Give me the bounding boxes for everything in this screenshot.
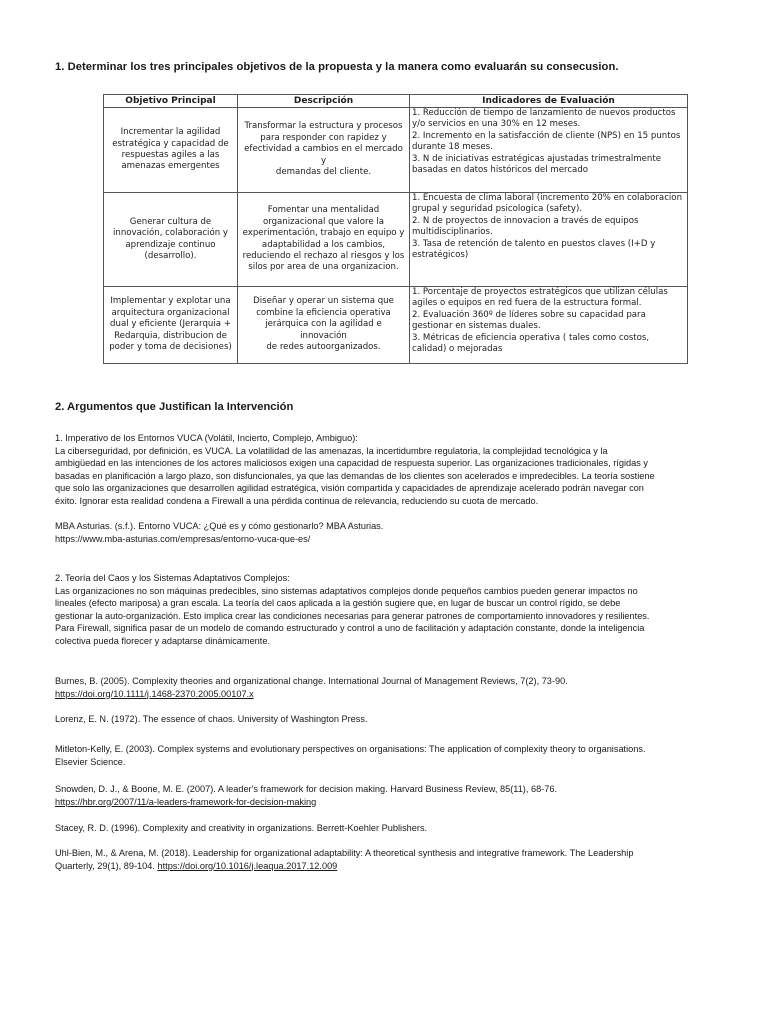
objectives-table [103,94,688,364]
table-header-row [104,95,688,108]
description-line: Diseñar y operar un sistema que [253,296,394,307]
description-cell [238,193,410,287]
argument-chaos-theory [55,572,735,648]
paragraph-line: Las organizaciones no son máquinas predecibles, sino sistemas adaptativos complejos donde pequeños cambios pueden generar impactos no [55,585,638,596]
indicator-line: 2. Evaluación 360º de líderes sobre su capacidad para [412,309,646,320]
reference-uhl-bien [55,847,735,872]
description-line: Transformar la estructura y procesos [244,121,403,132]
description-line: para responder con rapidez y [260,132,387,143]
description-line: organizacional que valore la [262,216,385,227]
objective-line: aprendizaje continuo [125,239,216,250]
indicator-line: 3. Tasa de retención de talento en puestos claves (I+D y [412,238,656,249]
paragraph-line: Para Firewall, significa pasar de un modelo de comando estructurado y control a uno de facilitación y adaptación constante, donde la inteligencia [55,623,645,634]
paragraph-line: éxito. Ignorar esta realidad condena a Firewall a una pérdida continua de relevancia, reduciendo su cuota de mercado. [55,495,539,506]
indicators-cell [410,287,688,364]
indicator-line: basadas en datos históricos del mercado [412,165,589,176]
indicator-line: calidad) o mejoradas [412,344,503,355]
description-line: silos por area de una organizacion. [248,262,399,273]
reference-line: Elsevier Science. [55,756,126,767]
objective-line: Redarquia, distribucion de [114,330,227,341]
reference-line: Mitleton-Kelly, E. (2003). Complex systems and evolutionary perspectives on organisations: The application of complexity theory to organisations. [55,744,646,754]
section-heading-objectives: 1. Determinar los tres principales objetivos de la propuesta y la manera como evaluarán su consecusion. [55,61,619,73]
indicators-cell [410,193,688,287]
indicator-line: y/o servicios en una 30% en 12 meses. [412,119,581,130]
description-line: reduciendo el rechazo al riesgos y los [242,250,405,261]
description-line: efectividad a cambios en el mercado y [244,144,403,166]
reference-lorenz [55,713,735,726]
paragraph-line: 1. Imperativo de los Entornos VUCA (Volátil, Incierto, Complejo, Ambiguo): [55,433,358,443]
table-row [104,193,688,287]
objective-line: Implementar y explotar una [110,296,231,307]
paragraph-line: lineales (efecto mariposa) a gran escala. La teoría del caos aplicada a la gestión sugiere que, en lugar de buscar un control rígido, se debe [55,598,621,609]
description-cell [238,108,410,193]
indicator-line: 1. Encuesta de clima laboral (incremento 20% en colaboracion [412,193,683,203]
paragraph-line: La ciberseguridad, por definición, es VUCA. La volatilidad de las amenazas, la incertidumbre regulatoria, la complejidad tecnológica y la [55,445,608,456]
reference-stacey [55,822,735,835]
indicator-line: multidisciplinarios. [412,227,493,238]
description-line: de redes autoorganizados. [266,342,381,353]
indicator-line: gestionar en sistemas duales. [412,321,541,332]
description-line: experimentación, trabajo en equipo y [242,228,405,239]
indicator-line: agiles o equipos en red fuera de la estructura formal. [412,298,642,309]
reference-mba-asturias [55,520,735,545]
indicator-line: 2. Incremento en la satisfacción de cliente (NPS) en 15 puntos [412,130,681,141]
reference-snowden [55,783,735,808]
objective-cell [104,193,238,287]
objective-line: respuestas agiles a las [121,150,220,160]
description-line: demandas del cliente. [275,167,372,178]
indicator-line: 1. Porcentaje de proyectos estratégicos que utilizan células [412,287,668,297]
description-line: Fomentar una mentalidad [267,205,380,216]
reference-line: Uhl-Bien, M., & Arena, M. (2018). Leadership for organizational adaptability: A theoretical synthesis and integrative framework. The Leadership [55,848,634,858]
header-objective: Objetivo Principal [104,95,238,108]
reference-line: Stacey, R. D. (1996). Complexity and creativity in organizations. Berrett-Koehler Publishers. [55,823,428,833]
objective-line: Incrementar la agilidad [120,127,221,138]
doi-link[interactable]: https://doi.org/10.1111/j.1468-2370.2005.00107.x [55,688,254,699]
paragraph-line: que solo las organizaciones que desarrollen agilidad estratégica, visión compartida y capacidades de aprendizaje acelerado podrán navegar con [55,483,644,494]
indicator-line: 3. Métricas de eficiencia operativa ( tales como costos, [412,332,650,343]
reference-line: Snowden, D. J., & Boone, M. E. (2007). A leader's framework for decision making. Harvard Business Review, 85(11), 68-76. [55,784,558,794]
argument-vuca [55,432,735,508]
header-indicators: Indicadores de Evaluación [410,95,688,108]
paragraph-line: gestionar la auto-organización. Esto implica crear las condiciones necesarias para generar patrones de comportamiento innovadores y resilientes. [55,610,650,621]
reference-url: https://www.mba-asturias.com/empresas/entorno-vuca-que-es/ [55,533,311,544]
objective-line: estratégica y capacidad de [112,138,229,149]
paragraph-line: basadas en planificación a largo plazo, son disfuncionales, ya que las demandas de los clientes son acelerados e impredecibles. La teoría sostiene [55,470,655,481]
hbr-link[interactable]: https://hbr.org/2007/11/a-leaders-framework-for-decision-making [55,796,317,807]
objective-line: poder y toma de decisiones) [109,342,232,353]
objective-line: innovación, colaboración y [113,228,228,239]
doi-link[interactable]: https://doi.org/10.1016/j.leaqua.2017.12.009 [157,860,338,871]
objective-line: amenazas emergentes [121,161,220,172]
paragraph-line: ambigüedad en las intenciones de los actores maliciosos exigen una capacidad de respuesta superior. Las organizaciones tradicionales, rígidas y [55,458,648,469]
reference-line: Lorenz, E. N. (1972). The essence of chaos. University of Washington Press. [55,714,368,724]
indicator-line: estratégicos) [412,250,469,261]
reference-line: MBA Asturias. (s.f.). Entorno VUCA: ¿Qué es y cómo gestionarlo? MBA Asturias. [55,521,384,531]
indicators-cell [410,108,688,193]
description-line: jerárquica con la agilidad e innovación [265,319,382,341]
objective-line: Generar cultura de [129,216,212,227]
indicator-line: grupal y seguridad psicologica (safety). [412,204,583,215]
reference-line: Quarterly, 29(1), 89-104. [55,860,158,871]
description-cell [238,287,410,364]
objective-line: (desarrollo). [144,250,197,261]
indicator-line: 2. N de proyectos de innovacion a través de equipos [412,215,639,226]
header-description: Descripción [238,95,410,108]
indicator-line: 3. N de iniciativas estratégicas ajustadas trimestralmente [412,153,662,164]
reference-mitleton-kelly [55,743,735,768]
reference-line: Burnes, B. (2005). Complexity theories and organizational change. International Journal of Management Reviews, 7(2), 73-90. [55,676,568,686]
objective-cell [104,108,238,193]
table-row [104,108,688,193]
section-heading-arguments: 2. Argumentos que Justifican la Intervención [55,401,294,413]
indicator-line: 1. Reducción de tiempo de lanzamiento de nuevos productos [412,108,676,118]
objective-cell [104,287,238,364]
reference-burnes [55,675,735,700]
table-row [104,287,688,364]
paragraph-line: colectiva pueda florecer y adaptarse dinámicamente. [55,635,271,646]
description-line: adaptabilidad a los cambios, [261,239,386,250]
objective-line: arquitectura organizacional [111,307,230,318]
paragraph-line: 2. Teoría del Caos y los Sistemas Adaptativos Complejos: [55,573,290,583]
description-line: combine la eficiencia operativa [256,307,391,318]
indicator-line: durante 18 meses. [412,142,493,153]
objective-line: dual y eficiente (Jerarquia + [110,319,231,330]
